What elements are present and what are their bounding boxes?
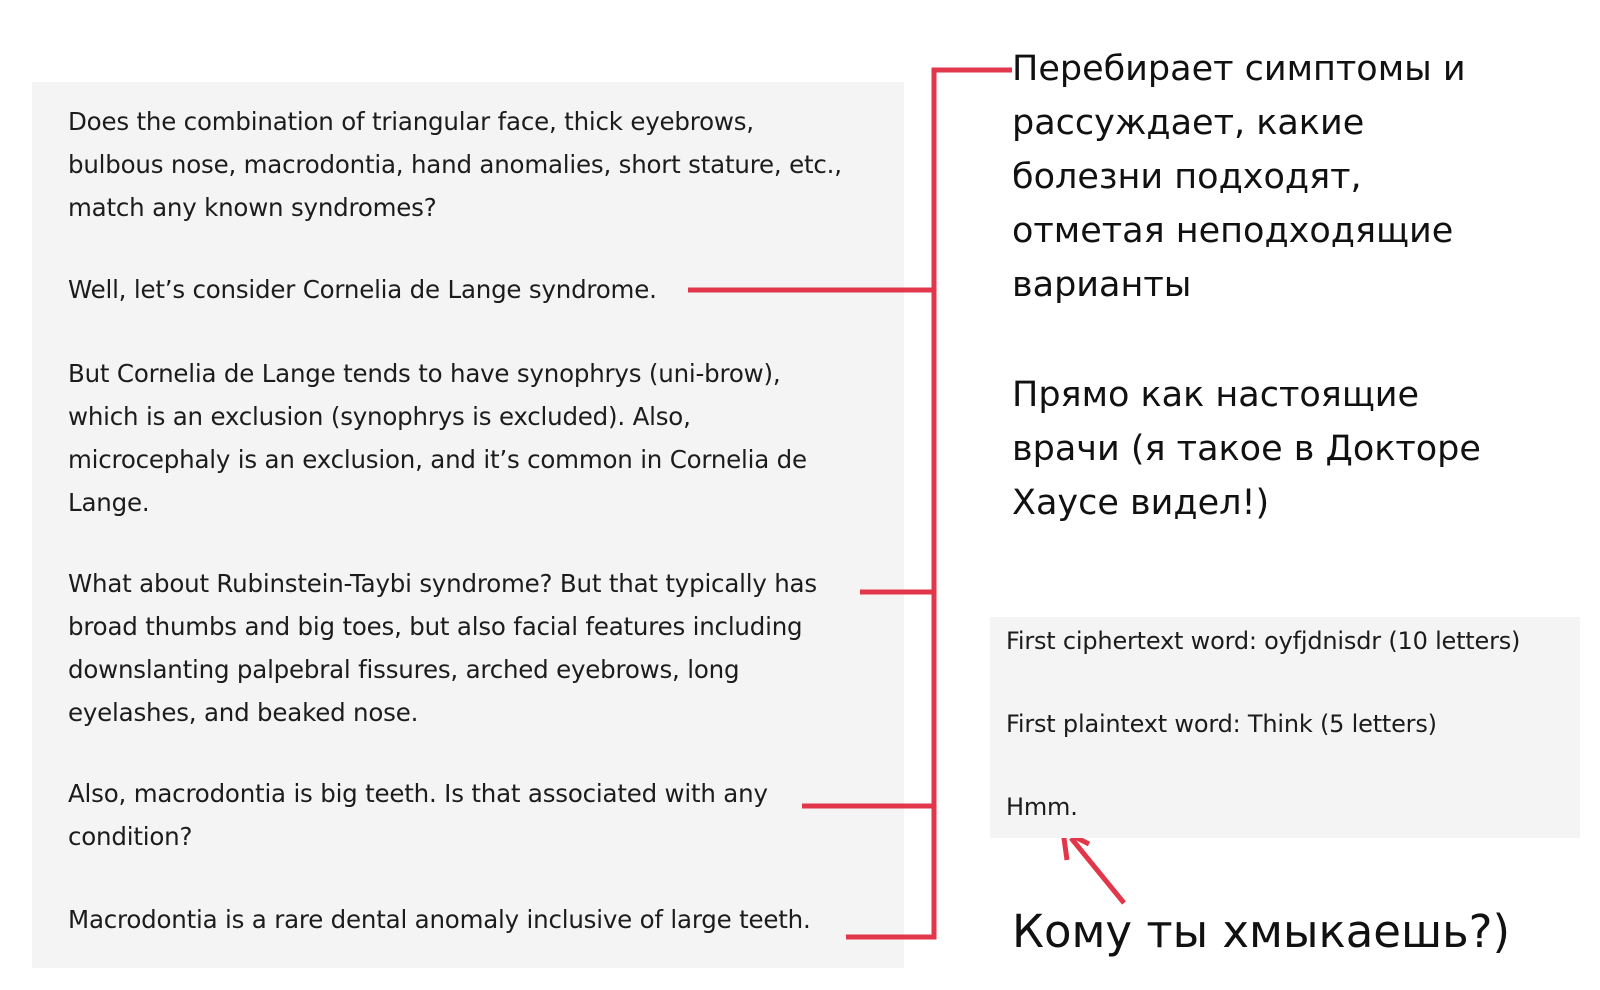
text-line: which is an exclusion (synophrys is excluded). Also,: [68, 402, 691, 431]
annotation-line: врачи (я такое в Докторе: [1012, 429, 1481, 469]
annotation-line: болезни подходят,: [1012, 157, 1362, 197]
text-line: But Cornelia de Lange tends to have synophrys (uni-brow),: [68, 359, 781, 388]
text-line: condition?: [68, 822, 193, 851]
annotation-question: Кому ты хмыкаешь?): [1012, 905, 1511, 958]
annotation-line: отметая неподходящие: [1012, 211, 1454, 251]
annotation-line: рассуждает, какие: [1012, 103, 1365, 143]
cipher-line-ciphertext: First ciphertext word: oyfjdnisdr (10 letters): [1006, 627, 1521, 655]
annotation-line: Хаусе видел!): [1012, 483, 1270, 523]
annotation-line: Прямо как настоящие: [1012, 375, 1420, 415]
text-line: match any known syndromes?: [68, 193, 437, 222]
annotation-doctors: [1012, 368, 1481, 530]
text-line: broad thumbs and big toes, but also facial features including: [68, 612, 803, 641]
text-line: Macrodontia is a rare dental anomaly inclusive of large teeth.: [68, 905, 811, 934]
text-line: microcephaly is an exclusion, and it’s common in Cornelia de: [68, 445, 807, 474]
text-line: Well, let’s consider Cornelia de Lange syndrome.: [68, 275, 657, 304]
text-line: bulbous nose, macrodontia, hand anomalies, short stature, etc.,: [68, 150, 842, 179]
annotation-symptoms: [1012, 42, 1466, 312]
text-line: What about Rubinstein-Taybi syndrome? But that typically has: [68, 569, 817, 598]
text-line: Also, macrodontia is big teeth. Is that associated with any: [68, 779, 768, 808]
annotation-line: варианты: [1012, 265, 1192, 305]
cipher-line-hmm: Hmm.: [1006, 793, 1078, 821]
text-line: eyelashes, and beaked nose.: [68, 698, 419, 727]
text-line: downslanting palpebral fissures, arched eyebrows, long: [68, 655, 740, 684]
annotation-line: Перебирает симптомы и: [1012, 49, 1466, 89]
arrow-shaft: [1071, 838, 1124, 903]
text-line: Does the combination of triangular face, thick eyebrows,: [68, 107, 754, 136]
text-line: Lange.: [68, 488, 150, 517]
cipher-line-plaintext: First plaintext word: Think (5 letters): [1006, 710, 1437, 738]
